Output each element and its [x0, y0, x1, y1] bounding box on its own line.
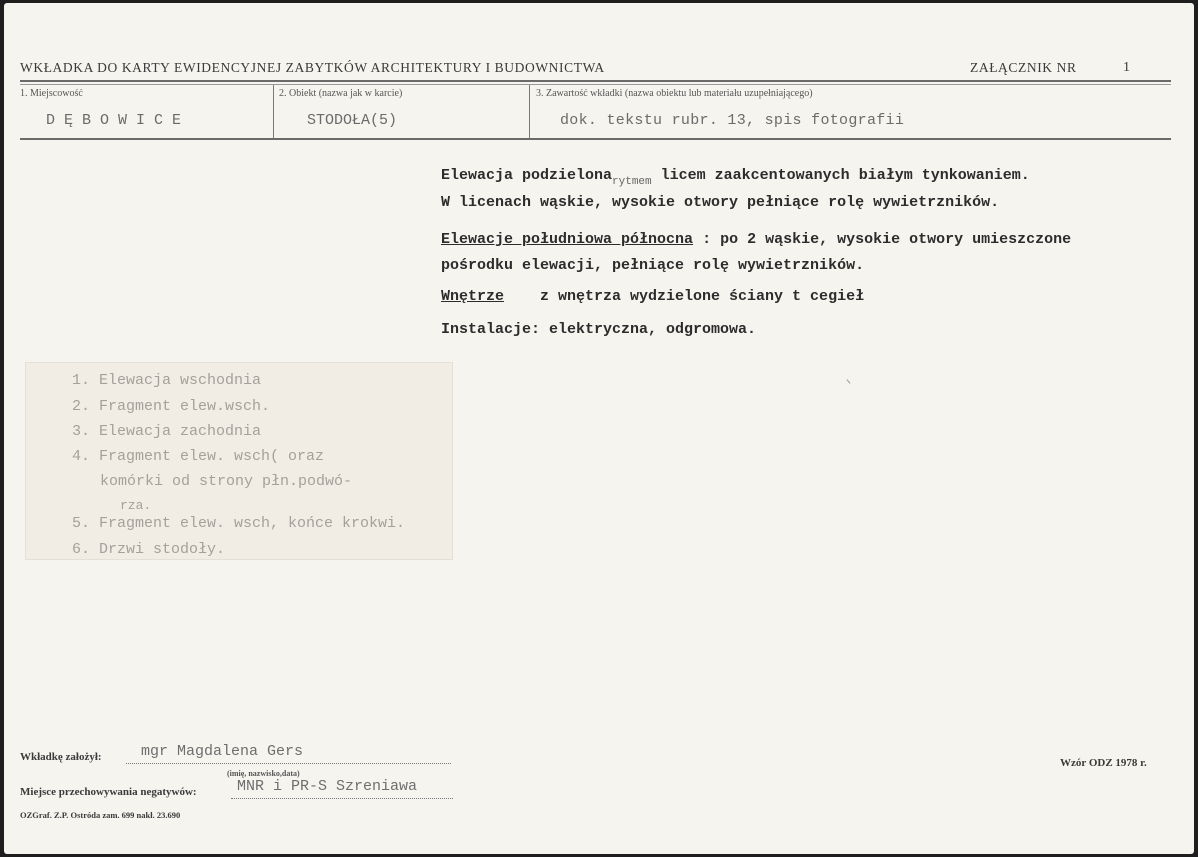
object-label: 2. Obiekt (nazwa jak w karcie): [279, 88, 403, 99]
place-label: 1. Miejscowość: [20, 88, 83, 99]
photo-list-item: 6. Drzwi stodoły.: [72, 541, 226, 558]
header-rule-thin: [20, 84, 1171, 85]
body-line: [441, 231, 1071, 248]
place-value: DĘBOWICE: [46, 112, 191, 129]
content-value: dok. tekstu rubr. 13, spis fotografii: [560, 112, 905, 129]
header-rule: [20, 80, 1171, 82]
section-heading: Elewacje południowa północna: [441, 231, 694, 248]
content-label: 3. Zawartość wkładki (nazwa obiektu lub materiału uzupełniającego): [536, 88, 813, 99]
body-line: Instalacje: elektryczna, odgromowa.: [441, 321, 757, 338]
photo-list-item: rza.: [120, 498, 152, 513]
document-title: WKŁADKA DO KARTY EWIDENCYJNEJ ZABYTKÓW ARCHITEKTURY I BUDOWNICTWA: [20, 60, 605, 75]
photo-list-item: 3. Elewacja zachodnia: [72, 423, 262, 440]
founder-hint: (imię, nazwisko,data): [227, 769, 300, 778]
founder-label: Wkładkę założył:: [20, 751, 102, 763]
negatives-value: MNR i PR-S Szreniawa: [237, 778, 418, 795]
body-text-fragment: : po 2 wąskie, wysokie otwory umieszczone: [702, 231, 1072, 248]
founder-dotted-line: [126, 763, 451, 764]
photo-list-item: 2. Fragment elew.wsch.: [72, 398, 271, 415]
founder-value: mgr Magdalena Gers: [141, 743, 304, 760]
photo-list-item: 4. Fragment elew. wsch( oraz: [72, 448, 325, 465]
object-value: STODOŁA(5): [307, 112, 398, 129]
inserted-word: rytmem: [612, 176, 652, 188]
annex-number: 1: [1123, 60, 1130, 75]
body-text-fragment: Elewacja podzielona: [441, 167, 613, 184]
body-line: pośrodku elewacji, pełniące rolę wywietrzników.: [441, 257, 865, 274]
photo-list-item: 1. Elewacja wschodnia: [72, 372, 262, 389]
document-card: [4, 3, 1194, 854]
printer-note: OZGraf. Z.P. Ostróda zam. 699 nakł. 23.690: [20, 810, 181, 820]
body-line: [441, 167, 1030, 188]
fields-rule: [20, 138, 1171, 140]
template-note: Wzór ODZ 1978 r.: [1060, 757, 1147, 769]
negatives-label: Miejsce przechowywania negatywów:: [20, 786, 197, 798]
body-line: [441, 288, 864, 305]
body-text-fragment: z wnętrza wydzielone ściany t cegieł: [540, 288, 865, 305]
field-divider: [529, 85, 530, 138]
field-divider: [273, 85, 274, 138]
negatives-dotted-line: [231, 798, 453, 799]
body-text-fragment: licem zaakcentowanych białym tynkowaniem.: [660, 167, 1030, 184]
pen-mark: [847, 379, 851, 383]
section-heading: Wnętrze: [441, 288, 505, 305]
photo-list-item: komórki od strony płn.podwó-: [100, 473, 353, 490]
annex-label: ZAŁĄCZNIK NR: [970, 60, 1077, 75]
photo-list-item: 5. Fragment elew. wsch, końce krokwi.: [72, 515, 406, 532]
body-line: W licenach wąskie, wysokie otwory pełniące rolę wywietrzników.: [441, 194, 1000, 211]
